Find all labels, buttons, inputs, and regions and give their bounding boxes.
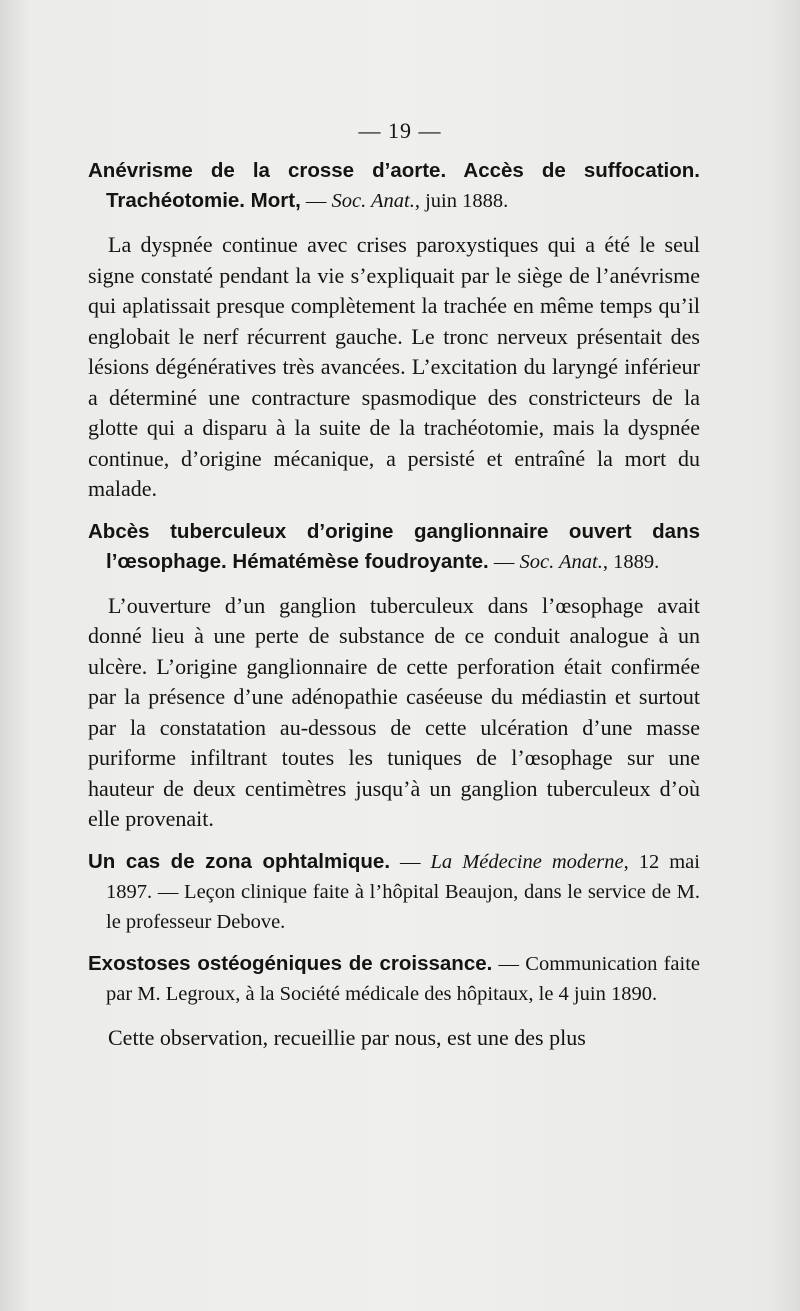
entry-date: , 12 mai 1897. — Leçon clinique faite à l’hôpital Beaujon, dans le service de M. le professeur Debove. (106, 850, 700, 933)
entry-title: Anévrisme de la crosse d’aorte. Accès de suffocation. Trachéotomie. Mort, (88, 159, 700, 212)
entry-date: , 1889. (602, 550, 660, 573)
entry-date: Communication faite par M. Legroux, à la Société médicale des hôpitaux, le 4 juin 1890. (106, 952, 700, 1005)
entry-title: Un cas de zona ophtalmique. (88, 849, 391, 873)
paragraph-exostoses: Cette observation, recueillie par nous, est une des plus (108, 1024, 586, 1050)
entry-title: Exostoses ostéogéniques de croissance. (88, 951, 493, 975)
entry-heading-abscess (88, 517, 700, 577)
entry-journal: Soc. Anat. (519, 550, 603, 573)
page-text (88, 118, 700, 1053)
entry-heading-exostoses (88, 949, 700, 1009)
entry-dash: — (300, 190, 332, 212)
entry-dash: — (492, 952, 526, 975)
paragraph-abscess: L’ouverture d’un ganglion tuberculeux dans l’œsophage avait donné lieu à une perte de substance de ce conduit analogue à un ulcère. L’origine ganglionnaire de cette perforation était confirmée par la présence d’une adénopathie caséeuse du médiastin et surtout par la constatation au-dessous de cette ulcération d’une masse puriforme infiltrant toutes les tuniques de l’œsophage sur une hauteur de deux centimètres jusqu’à un ganglion tuberculeux d’où elle provenait. (88, 592, 700, 831)
entry-dash: — (390, 850, 431, 873)
entry-date: , juin 1888. (414, 190, 509, 212)
entry-heading-zona (88, 847, 700, 937)
entry-title: Abcès tuberculeux d’origine ganglionnaire ouvert dans l’œsophage. Hématémèse foudroyante. (88, 519, 700, 573)
entry-heading-aneurysm (88, 156, 700, 216)
page-number: — 19 — (358, 118, 442, 143)
paragraph-aneurysm: La dyspnée continue avec crises paroxystiques qui a été le seul signe constaté pendant la vie s’expliquait par le siège de l’anévrisme qui aplatissait presque complètement la trachée en même temps qu’il englobait le nerf récurrent gauche. Le tronc nerveux présentait des lésions dégénératives très avancées. L’excitation du laryngé inférieur a déterminé une contracture spasmodique des constricteurs de la glotte qui a disparu à la suite de la trachéotomie, mais la dyspnée continue, d’origine mécanique, a persisté et entraîné la mort du malade. (88, 232, 700, 501)
entry-dash: — (488, 550, 520, 573)
entry-journal: Soc. Anat. (331, 190, 415, 212)
entry-journal: La Médecine moderne (430, 850, 624, 873)
